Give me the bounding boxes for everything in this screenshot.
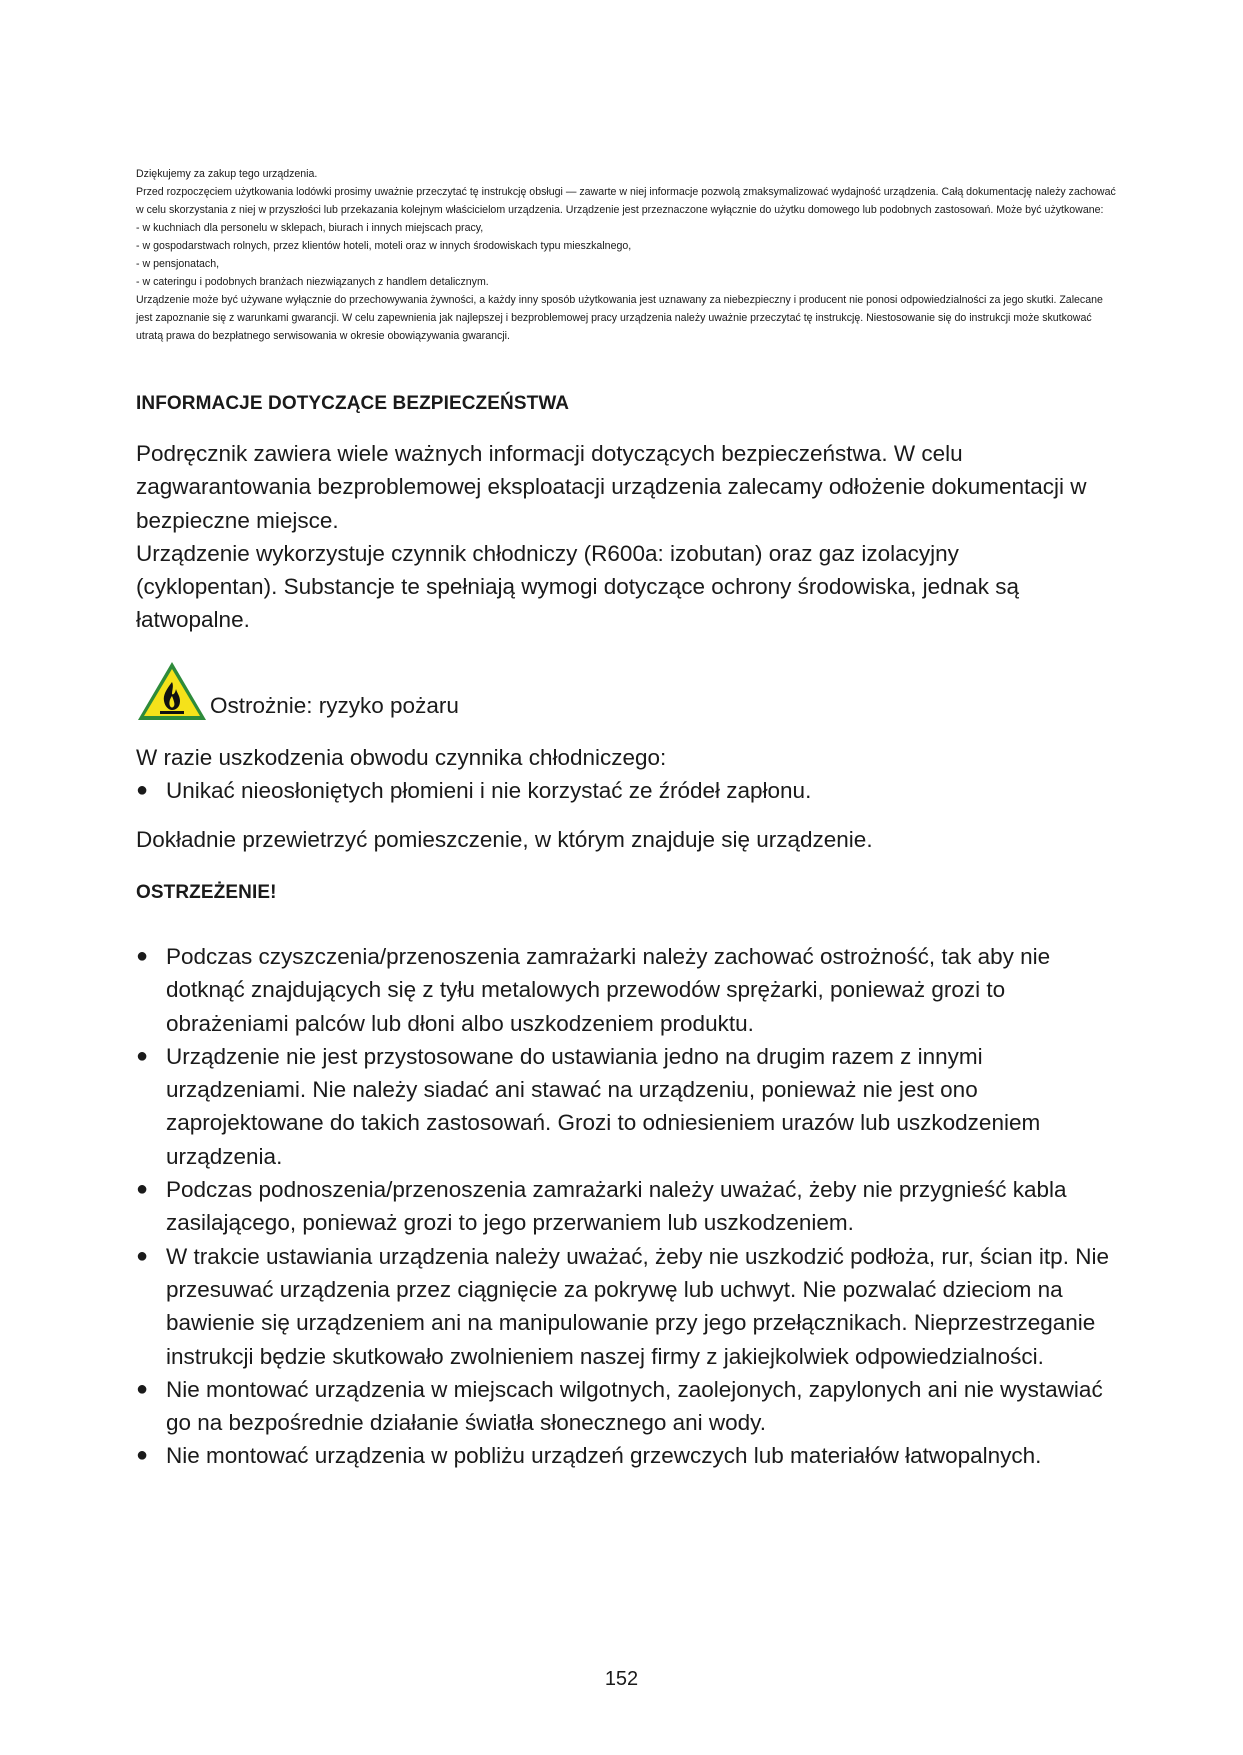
list-item-text: Nie montować urządzenia w miejscach wilgotnych, zaolejonych, zapylonych ani nie wystawiać go na bezpośrednie działanie światła słonecznego ani wody. (166, 1376, 1103, 1436)
intro-thanks: Dziękujemy za zakup tego urządzenia. (136, 168, 318, 180)
leak-intro: W razie uszkodzenia obwodu czynnika chłodniczego: (136, 745, 667, 770)
list-item (136, 774, 1106, 807)
intro-use-item: - w cateringu i podobnych branżach niezwiązanych z handlem detalicznym. (136, 276, 489, 288)
bullet-dot-icon: ● (136, 1044, 149, 1067)
bullet-dot-icon: ● (136, 1178, 149, 1201)
warning-list (136, 940, 1116, 1473)
safety-paragraph: Podręcznik zawiera wiele ważnych informacji dotyczących bezpieczeństwa. W celu zagwarantowania bezproblemowej eksploatacji urządzenia zalecamy odłożenie dokumentacji w bezpieczne miejsce. (136, 441, 1087, 533)
list-item-text: Podczas podnoszenia/przenoszenia zamrażarki należy uważać, żeby nie przygnieść kabla zasilającego, ponieważ grozi to jego przerwaniem lub uszkodzeniem. (166, 1177, 1067, 1236)
safety-paragraphs (136, 437, 1106, 637)
list-item (136, 1040, 1116, 1173)
list-item-text: Podczas czyszczenia/przenoszenia zamrażarki należy zachować ostrożność, tak aby nie dotknąć znajdujących się z tyłu metalowych przewodów sprężarki, ponieważ grozi to obrażeniami palców lub dłoni albo uszkodzeniem produktu. (166, 944, 1051, 1036)
list-item-text: Nie montować urządzenia w pobliżu urządzeń grzewczych lub materiałów łatwopalnych. (166, 1443, 1042, 1469)
list-item (136, 1173, 1116, 1240)
list-item-text: W trakcie ustawiania urządzenia należy uważać, żeby nie uszkodzić podłoża, rur, ścian itp. Nie przesuwać urządzenia przez ciągnięcie za pokrywę lub uchwyt. Nie pozwalać dzieciom na bawienie się urządzeniem ani na manipulowanie przy jego przełącznikach. Nieprzestrzeganie instrukcji będzie skutkowało zwolnieniem naszej firmy z jakiejkolwiek odpowiedzialności. (166, 1243, 1109, 1369)
bullet-dot-icon: ● (136, 945, 149, 967)
list-item (136, 940, 1116, 1040)
list-item (136, 1439, 1116, 1472)
bullet-dot-icon: ● (136, 779, 149, 802)
list-item-text: Unikać nieosłoniętych płomieni i nie korzystać ze źródeł zapłonu. (166, 778, 812, 804)
caution-text: Ostrożnie: ryzyko pożaru (210, 693, 459, 718)
intro-block (136, 165, 1116, 345)
intro-use-item: - w pensjonatach, (136, 258, 220, 270)
leak-section (136, 741, 1106, 808)
bullet-dot-icon: ● (136, 1444, 149, 1467)
flammable-warning-icon (136, 660, 208, 722)
list-item (136, 1240, 1116, 1373)
safety-paragraph: Urządzenie wykorzystuje czynnik chłodniczy (R600a: izobutan) oraz gaz izolacyjny (cyklopentan). Substancje te spełniają wymogi dotyczące ochrony środowiska, jednak są łatwopalne. (136, 540, 1019, 633)
bullet-dot-icon: ● (136, 1377, 149, 1400)
warning-heading: OSTRZEŻENIE! (136, 882, 277, 903)
intro-instructions: Przed rozpoczęciem użytkowania lodówki prosimy uważnie przeczytać tę instrukcję obsługi — zawarte w niej informacje pozwolą zmaksymalizować wydajność urządzenia. Całą dokumentację należy zachować w celu skorzystania z niej w przyszłości lub przekazania kolejnym właścicielom urządzenia. Urządzenie jest przeznaczone wyłącznie do użytku domowego lub podobnych zastosowań. Może być użytkowane: (136, 186, 1116, 216)
ventilate-text: Dokładnie przewietrzyć pomieszczenie, w którym znajduje się urządzenie. (136, 827, 873, 852)
safety-heading: INFORMACJE DOTYCZĄCE BEZPIECZEŃSTWA (136, 393, 570, 414)
list-item (136, 1373, 1116, 1440)
intro-use-item: - w gospodarstwach rolnych, przez klientów hoteli, moteli oraz w innych środowiskach typu mieszkalnego, (136, 240, 632, 252)
intro-use-item: - w kuchniach dla personelu w sklepach, biurach i innych miejscach pracy, (136, 222, 484, 234)
bullet-dot-icon: ● (136, 1244, 149, 1267)
page-number: 152 (604, 1668, 639, 1690)
fire-caution (136, 660, 459, 722)
intro-disclaimer: Urządzenie może być używane wyłącznie do przechowywania żywności, a każdy inny sposób użytkowania jest uznawany za niebezpieczny i producent nie ponosi odpowiedzialności za jego skutki. Zalecane jest zapoznanie się z warunkami gwarancji. W celu zapewnienia jak najlepszej i bezproblemowej pracy urządzenia należy uważnie przeczytać tę instrukcję. Niestosowanie się do instrukcji może skutkować utratą prawa do bezpłatnego serwisowania w okresie obowiązywania gwarancji. (136, 294, 1103, 342)
list-item-text: Urządzenie nie jest przystosowane do ustawiania jedno na drugim razem z innymi urządzeniami. Nie należy siadać ani stawać na urządzeniu, ponieważ nie jest ono zaprojektowane do takich zastosowań. Grozi to odniesieniem urazów lub uszkodzeniem urządzenia. (166, 1043, 1041, 1169)
